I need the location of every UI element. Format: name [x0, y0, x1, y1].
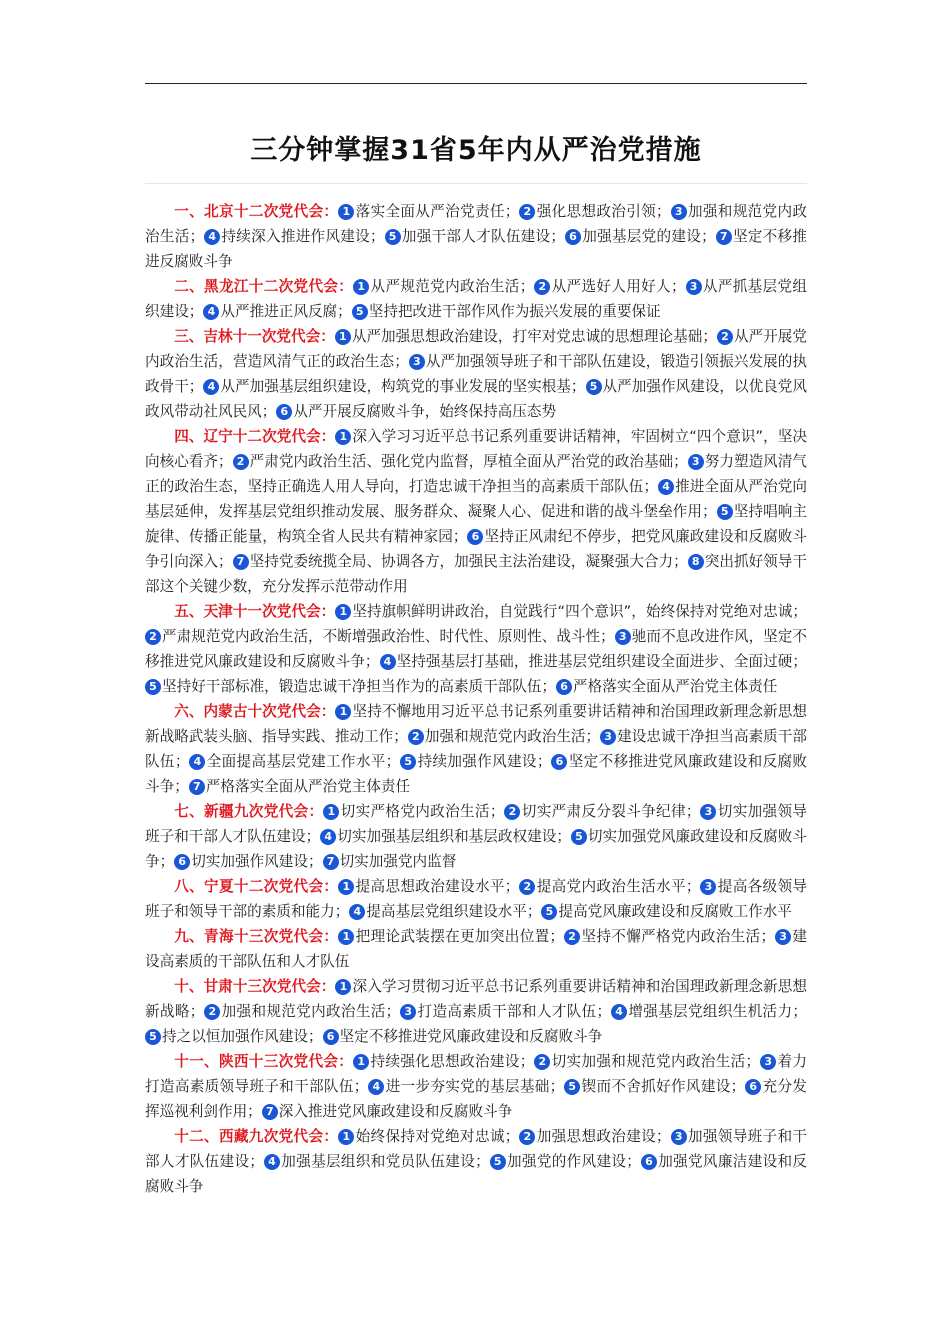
section-heading: 二、黑龙江十二次党代会： — [174, 278, 354, 295]
measure-text: 坚定不移推进党风廉政建设和反腐败斗争 — [339, 1028, 603, 1045]
measure-text: 始终保持对党绝对忠诚； — [355, 1128, 520, 1145]
circled-number-badge: 1 — [353, 1054, 369, 1070]
circled-number-badge: 6 — [467, 529, 483, 545]
measure-text: 持续加强作风建设； — [417, 753, 552, 770]
measure-text: 提高各级领导班子和领导干部的素质和能力； — [145, 878, 807, 920]
measure-text: 加强和规范党内政治生活； — [221, 1003, 401, 1020]
section-paragraph — [145, 799, 807, 874]
measure-text: 加强思想政治建设； — [536, 1128, 671, 1145]
section-paragraph — [145, 699, 807, 799]
circled-number-badge: 2 — [564, 929, 580, 945]
measure-item — [189, 753, 400, 770]
circled-number-badge: 3 — [400, 1004, 416, 1020]
circled-number-badge: 4 — [203, 304, 219, 320]
section-heading: 七、新疆九次党代会： — [174, 803, 324, 820]
circled-number-badge: 3 — [615, 629, 631, 645]
measure-item — [380, 653, 807, 670]
circled-number-badge: 6 — [565, 229, 581, 245]
measure-item — [233, 553, 688, 570]
measure-text: 把理论武装摆在更加突出位置； — [355, 928, 565, 945]
measure-text: 从严加强领导班子和干部队伍建设，锻造引领振兴发展的执政骨干； — [145, 353, 807, 395]
measure-item — [264, 1153, 490, 1170]
section-paragraph — [145, 1124, 807, 1199]
circled-number-badge: 2 — [534, 1054, 550, 1070]
circled-number-badge: 8 — [688, 554, 704, 570]
measure-item — [519, 1128, 670, 1145]
circled-number-badge: 3 — [600, 729, 616, 745]
section-heading: 三、吉林十一次党代会： — [174, 328, 335, 345]
circled-number-badge: 1 — [323, 804, 339, 820]
circled-number-badge: 1 — [335, 704, 351, 720]
measure-text: 努力塑造风清气正的政治生态，坚持正确选人用人导向，打造忠诚干净担当的高素质干部队伍； — [145, 453, 807, 495]
measure-text: 切实加强领导班子和干部人才队伍建设； — [145, 803, 807, 845]
measure-text: 切实严肃反分裂斗争纪律； — [521, 803, 701, 820]
measure-text: 持续强化思想政治建设； — [370, 1053, 535, 1070]
circled-number-badge: 4 — [368, 1079, 384, 1095]
measure-text: 建设忠诚干净担当高素质干部队伍； — [145, 728, 807, 770]
measure-item — [203, 378, 585, 395]
measure-text: 加强基层组织和党员队伍建设； — [280, 1153, 490, 1170]
circled-number-badge: 5 — [571, 829, 587, 845]
circled-number-badge: 5 — [352, 304, 368, 320]
circled-number-badge: 4 — [611, 1004, 627, 1020]
circled-number-badge: 2 — [145, 629, 161, 645]
circled-number-badge: 2 — [408, 729, 424, 745]
measure-item — [385, 228, 565, 245]
circled-number-badge: 2 — [717, 329, 733, 345]
circled-number-badge: 1 — [338, 929, 354, 945]
circled-number-badge: 2 — [519, 1129, 535, 1145]
measure-text: 切实加强基层组织和基层政权建设； — [337, 828, 571, 845]
measure-item — [611, 1003, 807, 1020]
measure-text: 提高基层党组织建设水平； — [366, 903, 542, 920]
measure-text: 从严推进正风反腐； — [220, 303, 352, 320]
measure-text: 加强领导班子和干部人才队伍建设； — [145, 1128, 807, 1170]
circled-number-badge: 6 — [556, 679, 572, 695]
circled-number-badge: 3 — [700, 879, 716, 895]
circled-number-badge: 7 — [262, 1104, 278, 1120]
measure-text: 坚持好干部标准，锻造忠诚干净担当作为的高素质干部队伍； — [162, 678, 557, 695]
circled-number-badge: 7 — [233, 554, 249, 570]
measure-item — [276, 403, 556, 420]
measure-item — [335, 328, 717, 345]
measure-item — [353, 1053, 534, 1070]
circled-number-badge: 7 — [189, 779, 205, 795]
measure-item — [368, 1078, 564, 1095]
measure-text: 加强干部人才队伍建设； — [401, 228, 565, 245]
circled-number-badge: 1 — [335, 604, 351, 620]
measure-item — [534, 1053, 760, 1070]
measure-text: 提高思想政治建设水平； — [355, 878, 520, 895]
circled-number-badge: 3 — [686, 279, 702, 295]
measure-text: 切实加强作风建设； — [191, 853, 323, 870]
circled-number-badge: 3 — [775, 929, 791, 945]
measure-item — [338, 878, 519, 895]
measure-text: 建设高素质的干部队伍和人才队伍 — [145, 928, 807, 970]
measure-text: 深入推进党风廉政建设和反腐败斗争 — [278, 1103, 513, 1120]
section-paragraph — [145, 924, 807, 974]
measure-item — [204, 1003, 400, 1020]
circled-number-badge: 4 — [203, 379, 219, 395]
measure-text: 加强党风廉洁建设和反腐败斗争 — [145, 1153, 807, 1195]
circled-number-badge: 1 — [338, 879, 354, 895]
circled-number-badge: 1 — [338, 204, 354, 220]
measure-item — [204, 228, 384, 245]
section-paragraph — [145, 274, 807, 324]
circled-number-badge: 7 — [323, 854, 339, 870]
section-paragraph — [145, 874, 807, 924]
measure-text: 切实加强党风廉政建设和反腐败斗争； — [145, 828, 807, 870]
circled-number-badge: 4 — [264, 1154, 280, 1170]
measure-text: 充分发挥巡视利剑作用； — [145, 1078, 807, 1120]
measure-text: 坚持把改进干部作风作为振兴发展的重要保证 — [368, 303, 661, 320]
measure-item — [490, 1153, 641, 1170]
circled-number-badge: 5 — [490, 1154, 506, 1170]
measure-text: 加强和规范党内政治生活； — [145, 203, 807, 245]
measure-text: 进一步夯实党的基层基础； — [385, 1078, 565, 1095]
circled-number-badge: 3 — [700, 804, 716, 820]
measure-text: 落实全面从严治党责任； — [355, 203, 520, 220]
circled-number-badge: 4 — [380, 654, 396, 670]
measure-text: 推进全面从严治党向基层延伸，发挥基层党组织推动发展、服务群众、凝聚人心、促进和谐的战斗堡垒作用； — [145, 478, 807, 520]
measure-text: 切实严格党内政治生活； — [340, 803, 505, 820]
section-paragraph — [145, 974, 807, 1049]
measure-text: 持续深入推进作风建设； — [221, 228, 385, 245]
measure-text: 从严开展党内政治生活，营造风清气正的政治生态； — [145, 328, 807, 370]
circled-number-badge: 4 — [204, 229, 220, 245]
measure-text: 着力打造高素质领导班子和干部队伍； — [145, 1053, 807, 1095]
circled-number-badge: 5 — [717, 504, 733, 520]
measure-item — [349, 903, 541, 920]
measure-item — [203, 303, 351, 320]
measure-item — [338, 1128, 519, 1145]
circled-number-badge: 4 — [320, 829, 336, 845]
circled-number-badge: 5 — [541, 904, 557, 920]
measure-text: 严肃党内政治生活、强化党内监督，厚植全面从严治党的政治基础； — [249, 453, 688, 470]
section-paragraph — [145, 424, 807, 599]
measure-text: 坚定不移推进反腐败斗争 — [145, 228, 807, 270]
page-title: 三分钟掌握31省5年内从严治党措施 — [250, 135, 702, 166]
measure-item — [534, 278, 685, 295]
measure-text: 提高党风廉政建设和反腐败工作水平 — [558, 903, 792, 920]
measure-text: 切实加强党内监督 — [339, 853, 457, 870]
measure-item — [556, 678, 777, 695]
measure-item — [408, 728, 600, 745]
circled-number-badge: 6 — [551, 754, 567, 770]
measure-item — [504, 803, 700, 820]
measure-item — [145, 628, 615, 645]
measure-item — [233, 453, 688, 470]
document-body — [145, 199, 807, 1199]
measure-text: 坚持不懈严格党内政治生活； — [581, 928, 776, 945]
circled-number-badge: 5 — [564, 1079, 580, 1095]
measure-item — [189, 778, 410, 795]
measure-item — [323, 1028, 603, 1045]
circled-number-badge: 1 — [335, 429, 351, 445]
measure-item — [519, 878, 700, 895]
measure-text: 全面提高基层党建工作水平； — [206, 753, 401, 770]
measure-item — [353, 278, 534, 295]
measure-text: 加强基层党的建设； — [581, 228, 716, 245]
measure-item — [145, 1028, 323, 1045]
section-heading: 四、辽宁十二次党代会： — [174, 428, 336, 445]
measure-text: 持之以恒加强作风建设； — [162, 1028, 323, 1045]
measure-text: 从严规范党内政治生活； — [370, 278, 535, 295]
circled-number-badge: 6 — [745, 1079, 761, 1095]
measure-text: 从严加强基层组织建设，构筑党的事业发展的坚实根基； — [220, 378, 586, 395]
measure-text: 从严加强思想政治建设，打牢对党忠诚的思想理论基础； — [351, 328, 717, 345]
circled-number-badge: 1 — [335, 979, 351, 995]
circled-number-badge: 6 — [641, 1154, 657, 1170]
circled-number-badge: 5 — [385, 229, 401, 245]
measure-text: 加强和规范党内政治生活； — [424, 728, 601, 745]
section-heading: 五、天津十一次党代会： — [174, 603, 336, 620]
measure-text: 坚持党委统揽全局、协调各方，加强民主法治建设，凝聚强大合力； — [249, 553, 688, 570]
measure-text: 坚持正风肃纪不停步，把党风廉政建设和反腐败斗争引向深入； — [145, 528, 807, 570]
circled-number-badge: 6 — [323, 1029, 339, 1045]
measure-item — [352, 303, 661, 320]
measure-text: 驰而不息改进作风，坚定不移推进党风廉政建设和反腐败斗争； — [145, 628, 807, 670]
measure-text: 从严抓基层党组织建设； — [145, 278, 807, 320]
measure-item — [145, 678, 556, 695]
circled-number-badge: 4 — [189, 754, 205, 770]
measure-item — [323, 853, 457, 870]
circled-number-badge: 6 — [174, 854, 190, 870]
measure-item — [174, 853, 322, 870]
measure-text: 严肃规范党内政治生活，不断增强政治性、时代性、原则性、战斗性； — [162, 628, 615, 645]
measure-item — [564, 928, 775, 945]
circled-number-badge: 2 — [204, 1004, 220, 1020]
measure-item — [400, 1003, 611, 1020]
section-heading: 六、内蒙古十次党代会： — [174, 703, 336, 720]
circled-number-badge: 3 — [688, 454, 704, 470]
measure-item — [564, 1078, 745, 1095]
circled-number-badge: 2 — [519, 204, 535, 220]
section-heading: 十、甘肃十三次党代会： — [174, 978, 336, 995]
circled-number-badge: 3 — [409, 354, 425, 370]
section-heading: 九、青海十三次党代会： — [174, 928, 339, 945]
measure-text: 加强党的作风建设； — [506, 1153, 641, 1170]
measure-text: 提高党内政治生活水平； — [536, 878, 701, 895]
section-paragraph — [145, 199, 807, 274]
circled-number-badge: 4 — [658, 479, 674, 495]
circled-number-badge: 2 — [233, 454, 249, 470]
circled-number-badge: 5 — [400, 754, 416, 770]
measure-text: 切实加强和规范党内政治生活； — [551, 1053, 761, 1070]
measure-text: 坚持不懈地用习近平总书记系列重要讲话精神和治国理政新理念新思想新战略武装头脑、指导实践、推动工作； — [145, 703, 807, 745]
measure-text: 严格落实全面从严治党主体责任 — [573, 678, 778, 695]
measure-item — [323, 803, 504, 820]
top-rule — [145, 83, 807, 84]
measure-item — [338, 928, 564, 945]
measure-text: 坚持旗帜鲜明讲政治，自觉践行“四个意识”，始终保持对党绝对忠诚； — [352, 603, 807, 620]
circled-number-badge: 3 — [760, 1054, 776, 1070]
measure-text: 坚持强基层打基础，推进基层党组织建设全面进步、全面过硬； — [396, 653, 807, 670]
section-heading: 十二、西藏九次党代会： — [174, 1128, 339, 1145]
circled-number-badge: 6 — [276, 404, 292, 420]
title-divider — [145, 183, 807, 184]
measure-text: 深入学习贯彻习近平总书记系列重要讲话精神和治国理政新理念新思想新战略； — [145, 978, 807, 1020]
circled-number-badge: 4 — [349, 904, 365, 920]
measure-item — [320, 828, 571, 845]
measure-item — [262, 1103, 513, 1120]
measure-text: 锲而不舍抓好作风建设； — [581, 1078, 746, 1095]
circled-number-badge: 3 — [671, 1129, 687, 1145]
circled-number-badge: 5 — [145, 679, 161, 695]
measure-text: 突出抓好领导干部这个关键少数，充分发挥示范带动作用 — [145, 553, 807, 595]
circled-number-badge: 5 — [145, 1029, 161, 1045]
measure-item — [335, 603, 807, 620]
section-heading: 一、北京十二次党代会： — [174, 203, 339, 220]
circled-number-badge: 2 — [534, 279, 550, 295]
measure-item — [519, 203, 670, 220]
section-paragraph — [145, 324, 807, 424]
section-paragraph — [145, 1049, 807, 1124]
circled-number-badge: 3 — [671, 204, 687, 220]
measure-item — [400, 753, 551, 770]
circled-number-badge: 1 — [353, 279, 369, 295]
measure-text: 打造高素质干部和人才队伍； — [417, 1003, 612, 1020]
measure-text: 从严加强作风建设，以优良党风政风带动社风民风； — [145, 378, 807, 420]
measure-text: 深入学习习近平总书记系列重要讲话精神，牢固树立“四个意识”，坚决向核心看齐； — [145, 428, 807, 470]
section-heading: 十一、陕西十三次党代会： — [174, 1053, 354, 1070]
measure-item — [541, 903, 792, 920]
measure-text: 坚定不移推进党风廉政建设和反腐败斗争； — [145, 753, 807, 795]
section-paragraph — [145, 599, 807, 699]
measure-text: 从严开展反腐败斗争，始终保持高压态势 — [293, 403, 557, 420]
section-heading: 八、宁夏十二次党代会： — [174, 878, 339, 895]
measure-text: 增强基层党组织生机活力； — [628, 1003, 807, 1020]
measure-text: 坚持唱响主旋律、传播正能量，构筑全省人民共有精神家园； — [145, 503, 807, 545]
circled-number-badge: 2 — [519, 879, 535, 895]
measure-text: 强化思想政治引领； — [536, 203, 671, 220]
circled-number-badge: 1 — [335, 329, 351, 345]
circled-number-badge: 7 — [716, 229, 732, 245]
measure-item — [565, 228, 716, 245]
measure-text: 严格落实全面从严治党主体责任 — [205, 778, 411, 795]
circled-number-badge: 5 — [586, 379, 602, 395]
circled-number-badge: 1 — [338, 1129, 354, 1145]
measure-text: 从严选好人用好人； — [551, 278, 686, 295]
circled-number-badge: 2 — [504, 804, 520, 820]
measure-item — [338, 203, 519, 220]
